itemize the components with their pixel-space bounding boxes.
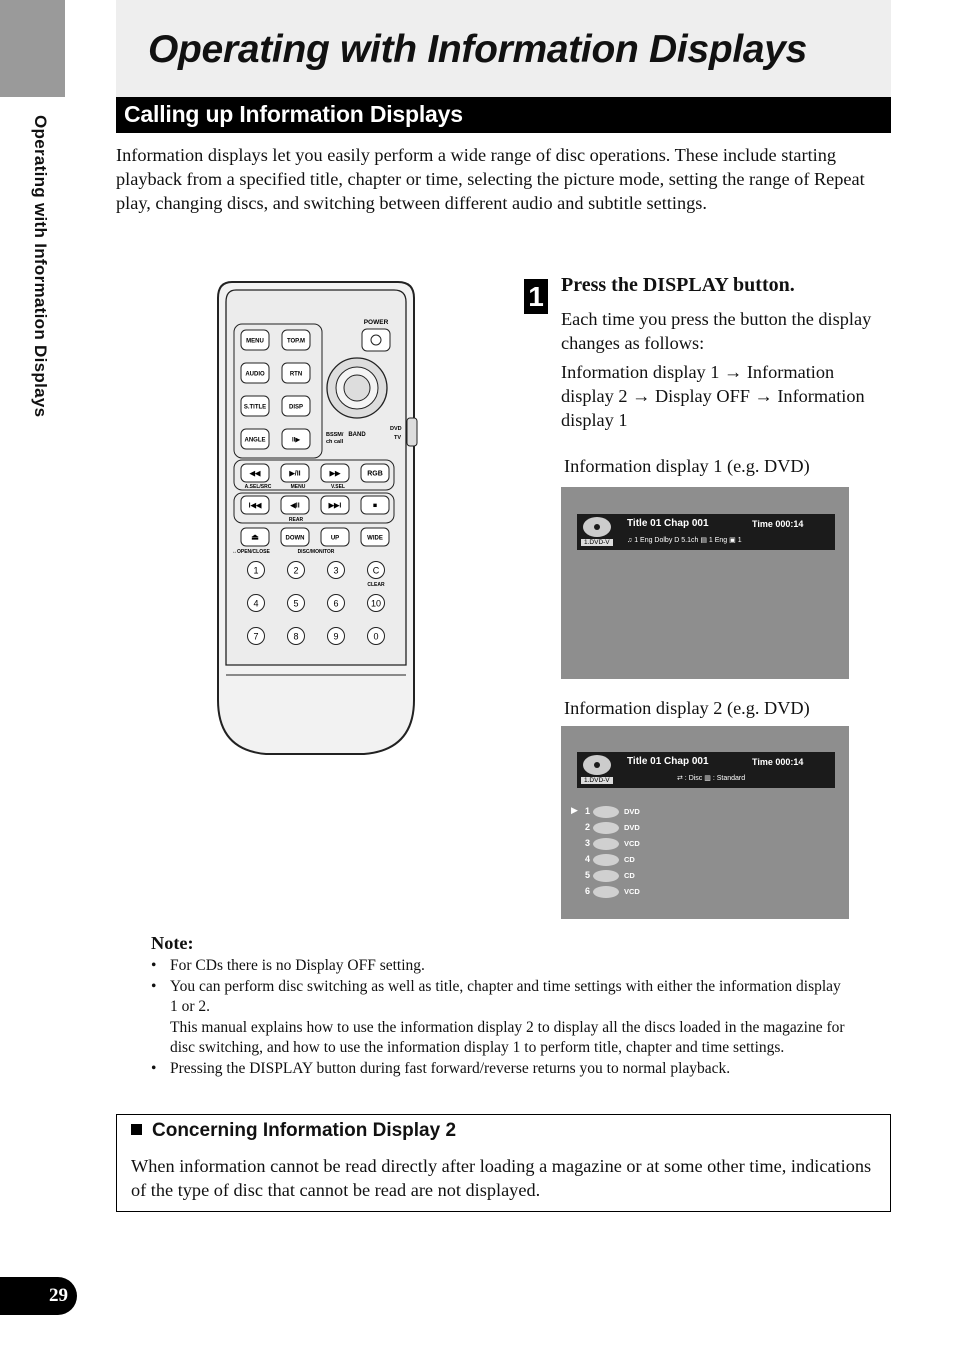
remote-button-label: ▶▶I — [328, 502, 342, 510]
disc-number: 6 — [585, 886, 591, 896]
information-display-2 — [561, 726, 849, 919]
info-box-title: Concerning Information Display 2 — [131, 1120, 456, 1142]
disc-icon — [593, 822, 619, 834]
osd-bar — [577, 752, 835, 788]
number-key-label: 3 — [333, 565, 339, 576]
disc-number: 2 — [585, 822, 591, 832]
remote-button-label: ANGLE — [244, 437, 266, 444]
note-item: • Pressing the DISPLAY button during fast forward/reverse returns you to normal playback. — [151, 1059, 851, 1080]
disc-type: CD — [624, 855, 635, 864]
number-key-label: 8 — [293, 631, 299, 642]
remote-key-caption: A.SEL/SRC — [244, 484, 272, 490]
remote-button-label: RGB — [367, 470, 383, 478]
remote-button-label: DOWN — [285, 535, 305, 542]
disc-icon — [583, 517, 611, 537]
note-item: • You can perform disc switching as well as title, chapter and time settings with either the information display 1 or 2. This manual explains how to use the information display 2 to display all the discs loaded in the magazine for disc switching, and how to use the information display 1 to perform title, chapter and time settings. — [151, 977, 851, 1059]
remote-button-label: DISP — [288, 404, 304, 411]
remote-button-label: S.TITLE — [243, 404, 267, 411]
square-bullet-icon — [131, 1124, 142, 1135]
disc-number: 4 — [585, 854, 591, 864]
disc-tag: 1.DVD-V — [581, 539, 613, 546]
step-heading: Press the DISPLAY button. — [561, 274, 795, 296]
chapter-tab — [0, 0, 65, 97]
page-number: 29 — [0, 1277, 77, 1315]
remote-button-label: ▶▶ — [329, 470, 341, 478]
number-key-label: 7 — [253, 631, 259, 642]
number-key-label: 9 — [333, 631, 339, 642]
disc-icon — [593, 854, 619, 866]
remote-key-caption: ↔OPEN/CLOSE — [232, 549, 270, 555]
note-item: • For CDs there is no Display OFF setting. — [151, 956, 851, 977]
section-title: Calling up Information Displays — [124, 101, 463, 127]
disc-type: DVD — [624, 823, 640, 832]
disc-list-item[interactable] — [571, 822, 691, 836]
title-chapter: Title 01 Chap 001 — [627, 518, 709, 529]
disc-list-item[interactable] — [571, 854, 691, 868]
remote-button-label: UP — [330, 535, 340, 542]
disc-type: CD — [624, 871, 635, 880]
remote-button-label: AUDIO — [245, 371, 265, 378]
title-chapter: Title 01 Chap 001 — [627, 756, 709, 767]
mode-line: ⇄ : Disc ▥ : Standard — [677, 775, 746, 782]
note-title: Note: — [151, 933, 194, 953]
time-readout: Time 000:14 — [752, 757, 804, 767]
power-label: POWER — [363, 319, 389, 326]
osd-bar — [577, 514, 835, 550]
number-key-label: 2 — [293, 565, 299, 576]
disc-icon — [583, 755, 611, 775]
remote-button-label: ◀◀ — [249, 470, 261, 478]
disc-list-item[interactable] — [571, 838, 691, 852]
disc-icon — [593, 870, 619, 882]
chapter-label: Operating with Information Displays — [31, 115, 50, 418]
audio-subtitle-line: ♫ 1 Eng Dolby D 5.1ch ▤ 1 Eng ▣ 1 — [627, 537, 742, 544]
disc-type: VCD — [624, 839, 640, 848]
band-label: BAND — [348, 432, 366, 438]
svg-text:ch call: ch call — [326, 439, 344, 445]
display-sequence: Information display 1 → Information display 2 → Display OFF → Information display 1 — [561, 362, 865, 430]
number-key-label: 10 — [370, 598, 382, 609]
remote-button-label: ◀II — [290, 502, 300, 510]
bssm-label: BSSM/ — [326, 432, 344, 438]
number-key-label: 1 — [253, 565, 259, 576]
number-key-label: 5 — [293, 598, 299, 609]
svg-text:DVD: DVD — [390, 426, 402, 432]
remote-key-caption: MENU — [290, 484, 306, 490]
info-box — [116, 1114, 891, 1212]
intro-paragraph: Information displays let you easily perform a wide range of disc operations. These include starting playback from a specified title, chapter or time, selecting the picture mode, setting the range of Repeat play, changing discs, and switching between different audio and subtitle settings. — [116, 145, 865, 213]
disc-icon — [593, 838, 619, 850]
display2-caption: Information display 2 (e.g. DVD) — [564, 698, 810, 718]
time-readout: Time 000:14 — [752, 519, 804, 529]
step-text: Each time you press the button the display changes as follows: — [561, 309, 872, 353]
remote-button-label: ■ — [372, 502, 378, 510]
remote-button-label: WIDE — [367, 535, 383, 542]
disc-type: DVD — [624, 807, 640, 816]
remote-control-illustration — [214, 280, 420, 758]
number-key-label: 0 — [373, 631, 379, 642]
number-key-label: C — [372, 565, 380, 576]
disc-list-item[interactable] — [571, 870, 691, 884]
remote-button-label: MENU — [246, 338, 264, 345]
remote-button-label: ▶/II — [289, 470, 301, 478]
remote-button-label: RTN — [289, 371, 303, 378]
disc-icon — [593, 886, 619, 898]
remote-button-label: ⏏ — [251, 532, 259, 542]
remote-key-caption: CLEAR — [367, 582, 385, 588]
selected-arrow-icon: ▶ — [571, 806, 578, 816]
page-title: Operating with Information Displays — [148, 28, 808, 71]
disc-tag: 1.DVD-V — [581, 777, 613, 784]
disc-number: 1 — [585, 806, 591, 816]
disc-number: 3 — [585, 838, 591, 848]
remote-key-caption: V.SEL — [331, 484, 345, 490]
remote-button-label: I◀◀ — [248, 502, 262, 510]
note-list — [151, 956, 851, 1079]
disc-number: 5 — [585, 870, 591, 880]
information-display-1 — [561, 487, 849, 679]
number-key-label: 4 — [253, 598, 259, 609]
remote-button-label: II▶ — [292, 437, 300, 444]
note-subtext: This manual explains how to use the information display 2 to display all the discs loaded in the magazine for disc switching, and how to use the information display 1 to perform title, chapter and time settings. — [170, 1018, 845, 1056]
info-box-text: When information cannot be read directly after loading a magazine or at some other time, indications of the type of disc that cannot be read are not displayed. — [131, 1156, 872, 1200]
disc-list-item[interactable] — [571, 806, 691, 820]
remote-key-caption: REAR — [288, 517, 304, 523]
remote-button-label: TOP.M — [286, 338, 306, 345]
disc-icon — [593, 806, 619, 818]
disc-list-item[interactable] — [571, 886, 691, 900]
remote-key-caption: DISC/MONITOR — [297, 549, 335, 555]
number-key-label: 6 — [333, 598, 339, 609]
display1-caption: Information display 1 (e.g. DVD) — [564, 456, 810, 476]
disc-type: VCD — [624, 887, 640, 896]
svg-text:TV: TV — [394, 435, 402, 441]
step-number: 1 — [524, 279, 548, 314]
